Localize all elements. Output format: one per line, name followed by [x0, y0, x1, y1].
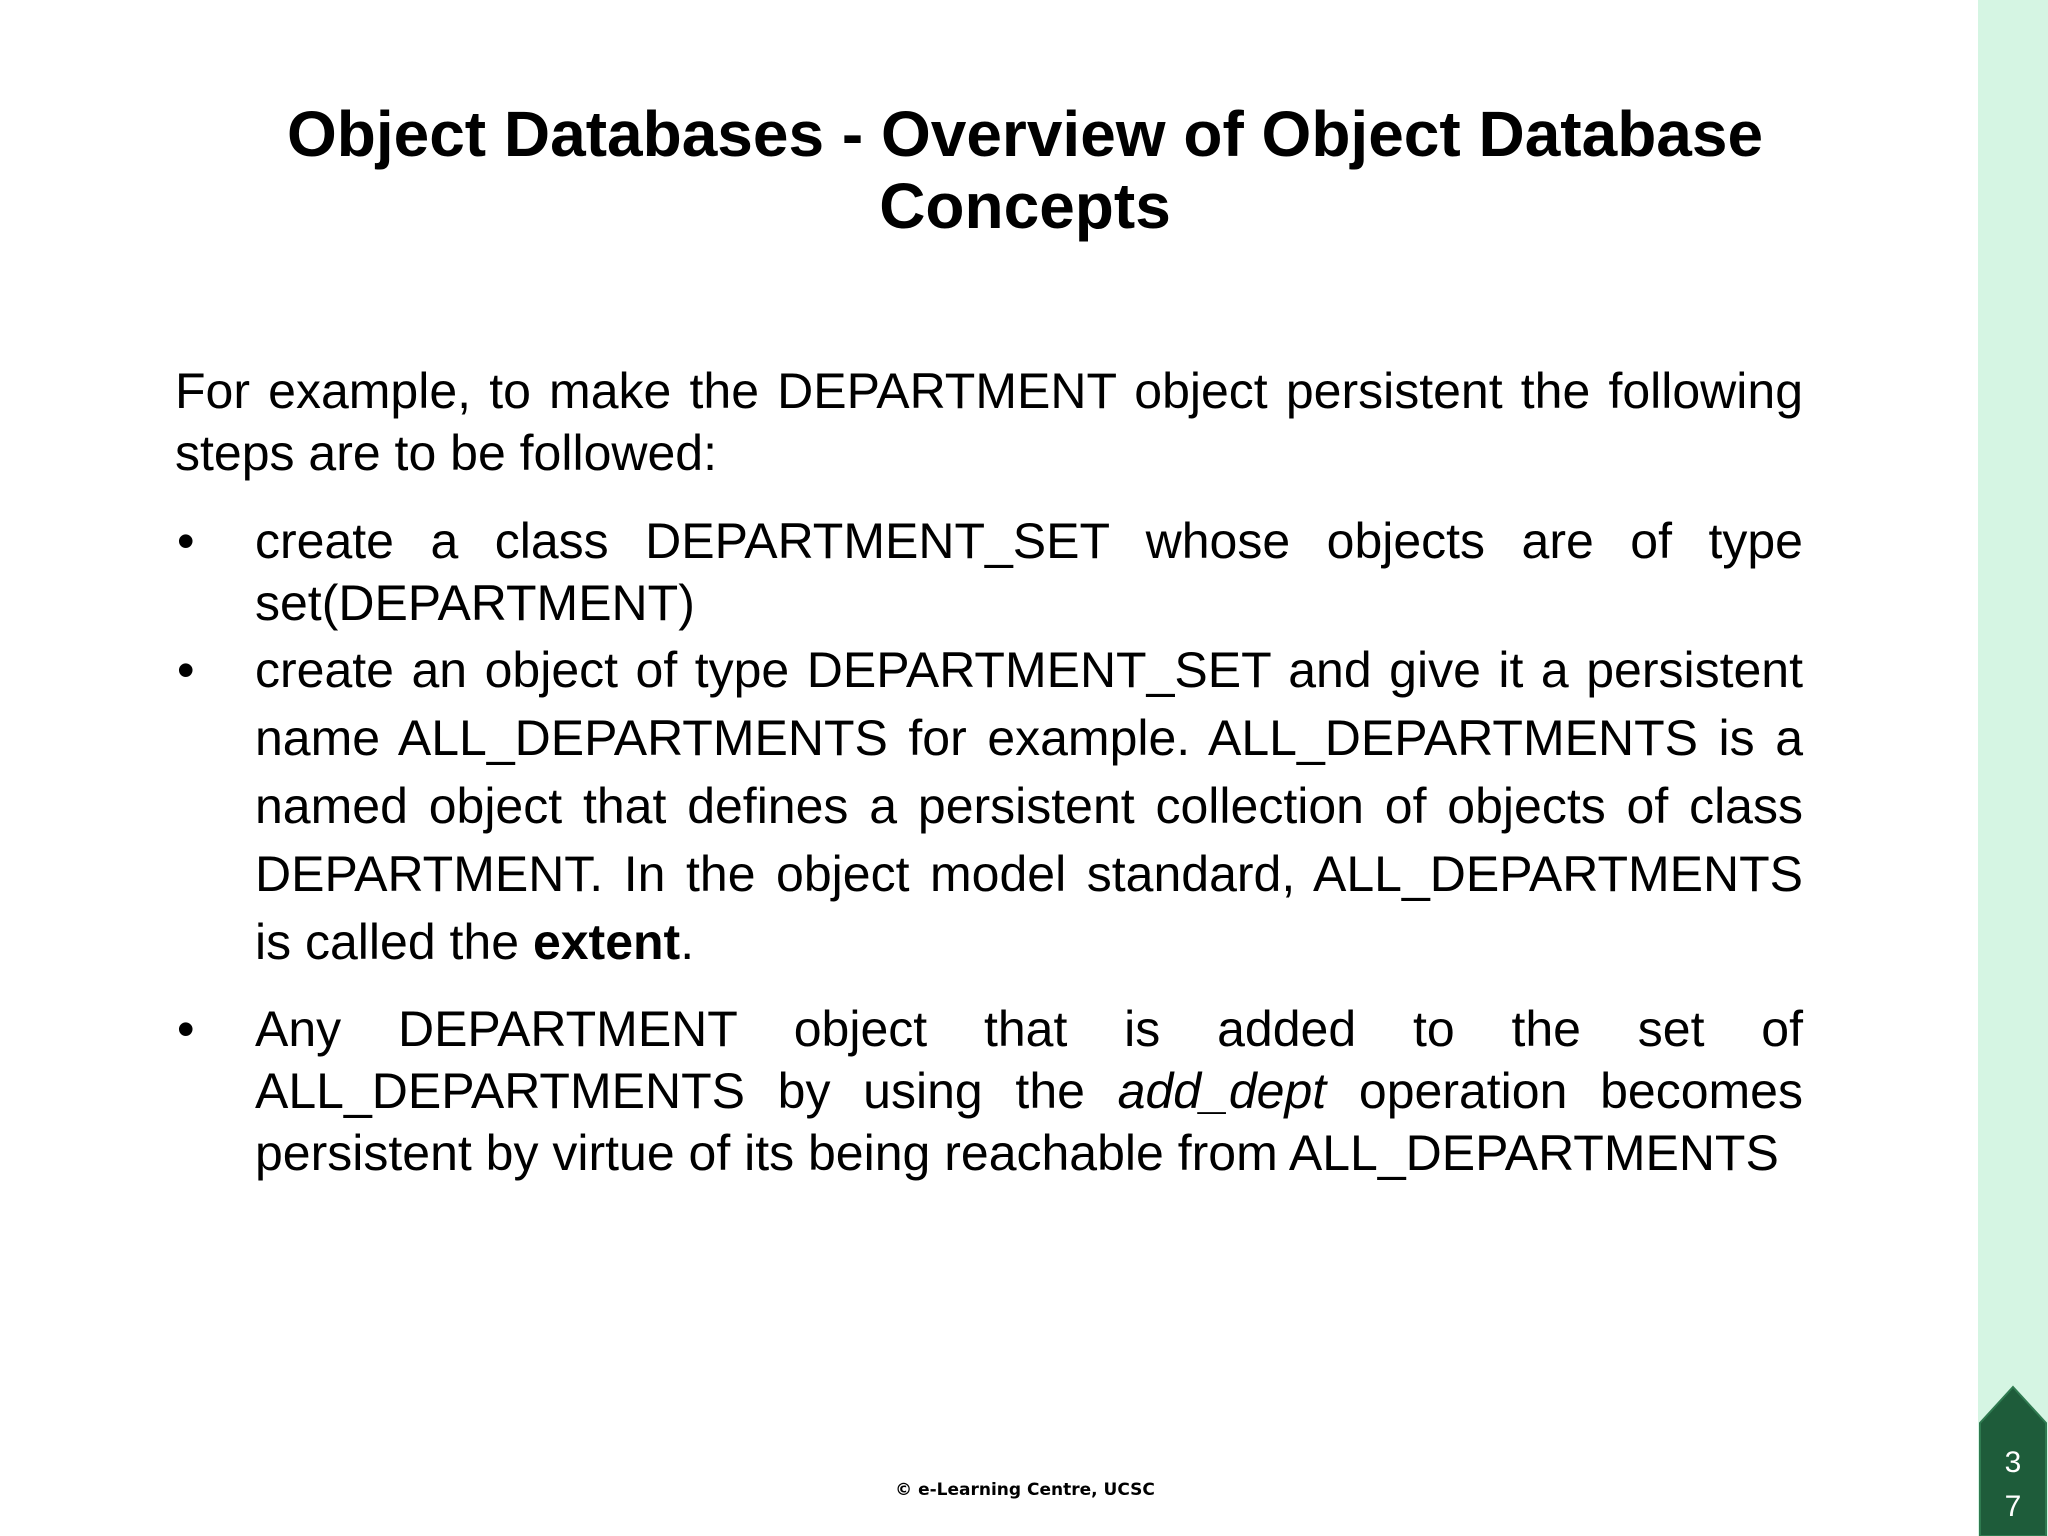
slide-title — [180, 98, 1870, 242]
slide-body — [175, 360, 1803, 1184]
copyright-footer: © e-Learning Centre, UCSC — [895, 1480, 1155, 1500]
bullet-icon: • — [177, 513, 195, 569]
page-number-tab — [1978, 1385, 2048, 1536]
bullet-list — [175, 510, 1803, 1184]
bullet-2-period: . — [680, 914, 695, 970]
extent-term: extent — [532, 914, 681, 970]
slide-title-line-1: Object Databases - Overview of Object Database — [286, 98, 1764, 170]
bullet-3-text-before: Any DEPARTMENT object that is added to the set of ALL_DEPARTMENTS by using the — [255, 1001, 1803, 1119]
page-number-digit-2: 7 — [2004, 1490, 2022, 1523]
right-accent-band — [1978, 0, 2048, 1536]
bullet-2-text: create an object of type DEPARTMENT_SET and give it a persistent name ALL_DEPARTMENTS for example. ALL_DEPARTMENTS is a named object that defines a persistent collection of objects of class DEPARTMENT. In the object model standard, ALL_DEPARTMENTS is called the — [255, 642, 1803, 970]
bullet-1-text: create a class DEPARTMENT_SET whose objects are of type set(DEPARTMENT) — [255, 513, 1803, 631]
bullet-item-3 — [175, 998, 1803, 1184]
bullet-icon: • — [177, 1001, 195, 1057]
bullet-3-text-after: operation becomes persistent by virtue of its being reachable from ALL_DEPARTMENTS — [255, 1063, 1803, 1181]
page-number-digit-1: 3 — [2004, 1446, 2022, 1479]
bullet-icon: • — [177, 642, 195, 698]
bullet-item-2 — [175, 636, 1803, 976]
add-dept-operation: add_dept — [1117, 1063, 1327, 1119]
page-number — [1978, 1441, 2048, 1529]
intro-paragraph: For example, to make the DEPARTMENT object persistent the following steps are to be followed: — [175, 363, 1803, 481]
slide-title-line-2: Concepts — [879, 170, 1171, 242]
bullet-item-1 — [175, 510, 1803, 634]
